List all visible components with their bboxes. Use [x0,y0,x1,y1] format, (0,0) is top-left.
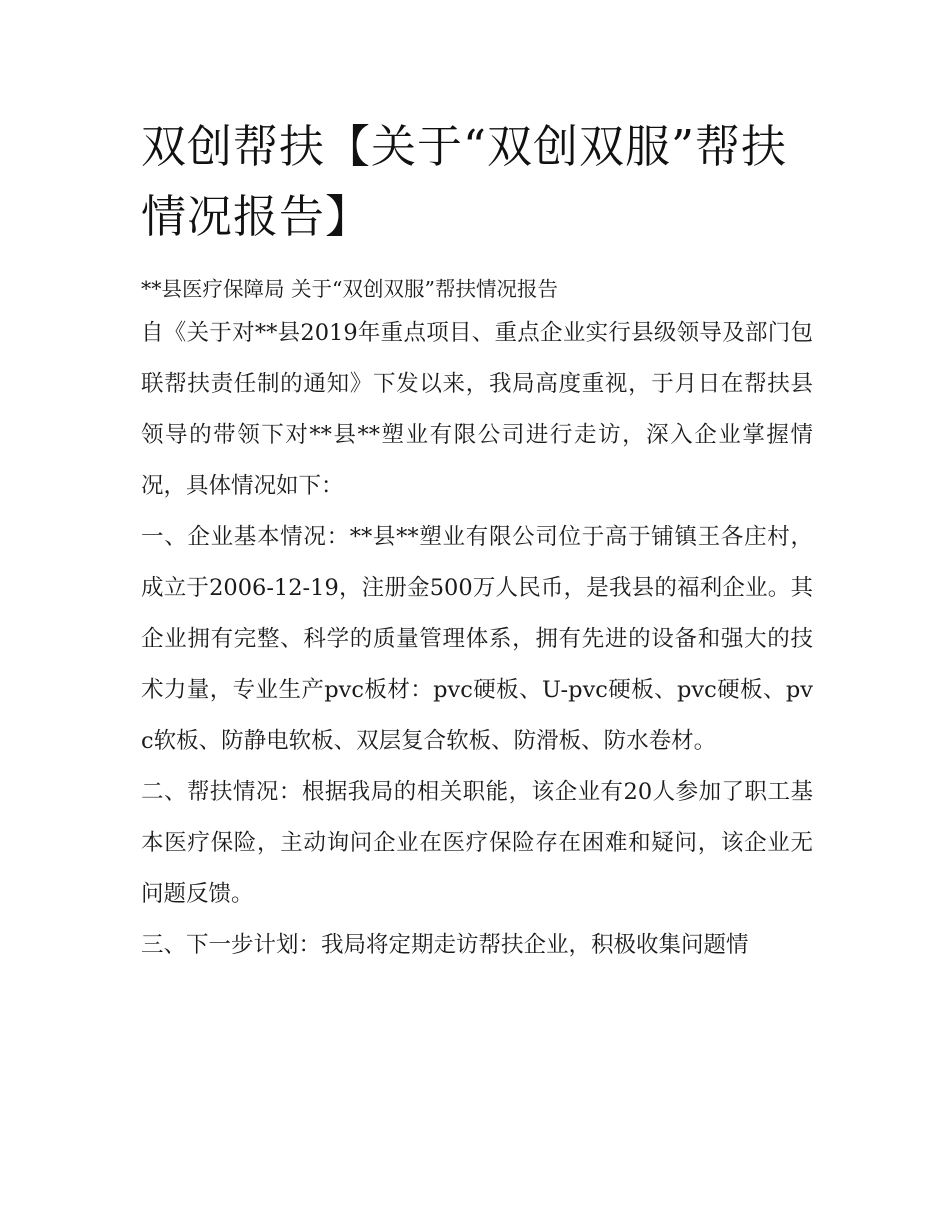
document-body [141,112,813,971]
paragraph-intro: 自《关于对**县2019年重点项目、重点企业实行县级领导及部门包联帮扶责任制的通知》下发以来，我局高度重视，于月日在帮扶县领导的带领下对**县**塑业有限公司进行走访，深入企业掌握情况，具体情况如下： [141,320,813,499]
document-title: 双创帮扶【关于“双创双服”帮扶情况报告】 [141,120,788,243]
paragraph-next-plan: 三、下一步计划：我局将定期走访帮扶企业，积极收集问题情 [141,932,749,958]
paragraph-assistance: 二、帮扶情况：根据我局的相关职能，该企业有20人参加了职工基本医疗保险，主动询问企业在医疗保险存在困难和疑问，该企业无问题反馈。 [141,779,813,907]
paragraph-company-info: 一、企业基本情况：**县**塑业有限公司位于高于铺镇王各庄村，成立于2006-12-19，注册金500万人民币，是我县的福利企业。其企业拥有完整、科学的质量管理体系，拥有先进的设备和强大的技术力量，专业生产pvc板材：pvc硬板、U-pvc硬板、pvc硬板、pvc软板、防静电软板、双层复合软板、防滑板、防水卷材。 [141,524,813,754]
document-subtitle: **县医疗保障局 关于“双创双服”帮扶情况报告 [141,277,558,301]
